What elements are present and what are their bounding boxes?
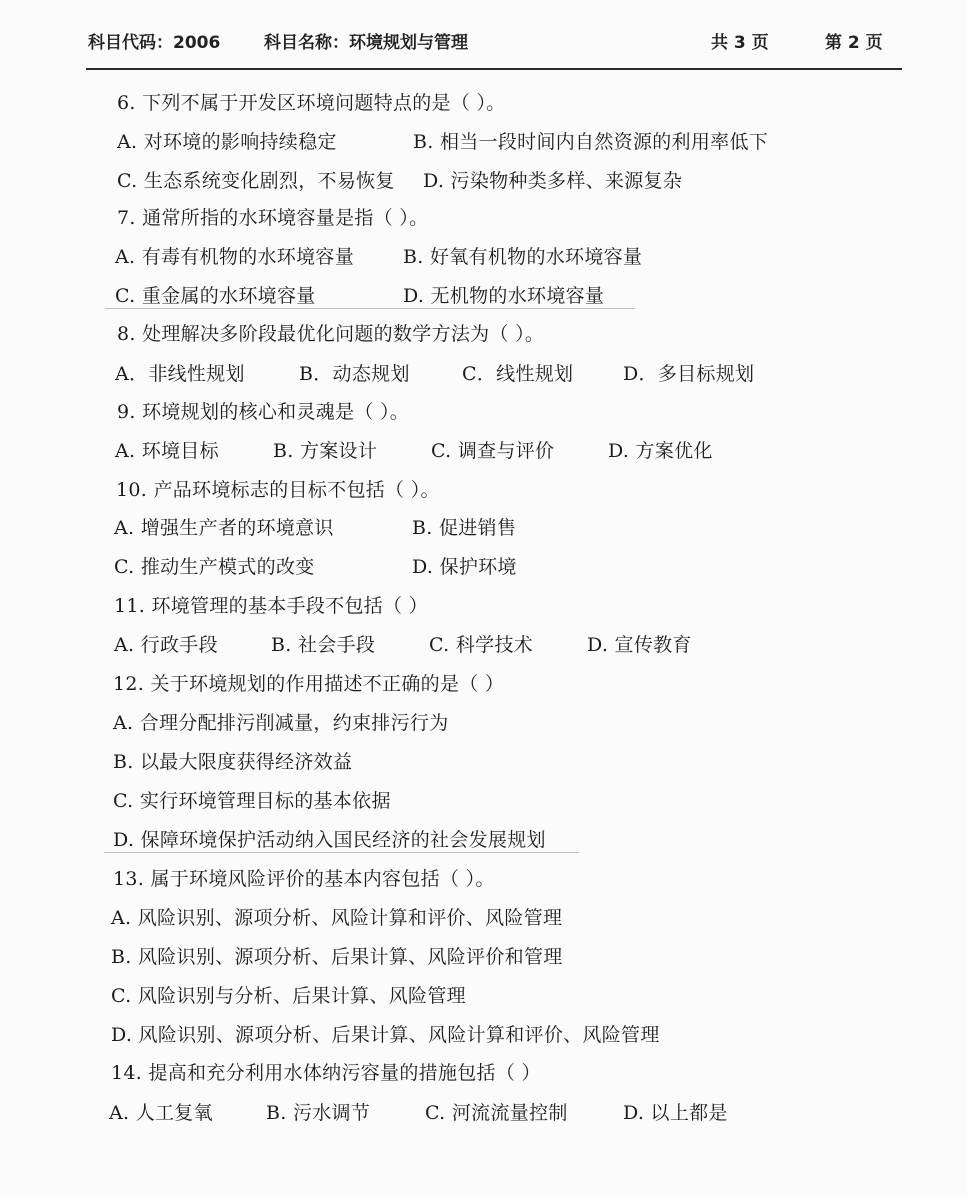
option-b: B. 相当一段时间内自然资源的利用率低下	[413, 131, 769, 153]
question-8-stem: 8. 处理解决多阶段最优化问题的数学方法为（ ）。	[117, 323, 545, 345]
question-9-stem: 9. 环境规划的核心和灵魂是（ ）。	[117, 401, 410, 423]
option-d: D. 以上都是	[623, 1102, 728, 1124]
current-page: 第 2 页	[825, 33, 883, 53]
scan-pencil-mark	[105, 308, 635, 309]
question-7-stem: 7. 通常所指的水环境容量是指（ ）。	[117, 207, 429, 229]
header-divider	[86, 68, 902, 70]
total-pages: 共 3 页	[711, 33, 769, 53]
option-a: A．非线性规划	[115, 363, 245, 385]
option-c: C. 重金属的水环境容量	[115, 285, 316, 307]
question-13-stem: 13. 属于环境风险评价的基本内容包括（ ）。	[113, 868, 495, 890]
option-c: C. 调查与评价	[431, 440, 555, 462]
option-c: C. 科学技术	[429, 634, 534, 656]
question-11-stem: 11. 环境管理的基本手段不包括（ ）	[114, 595, 428, 617]
question-12-option-d: D. 保障环境保护活动纳入国民经济的社会发展规划	[113, 829, 546, 851]
option-b: B. 好氧有机物的水环境容量	[403, 246, 643, 268]
option-c: C．线性规划	[462, 363, 574, 385]
subject-name: 科目名称：环境规划与管理	[264, 33, 468, 53]
option-d: D. 无机物的水环境容量	[403, 285, 605, 307]
question-13-option-d: D. 风险识别、源项分析、后果计算、风险计算和评价、风险管理	[111, 1024, 660, 1046]
option-c: C. 河流流量控制	[425, 1102, 568, 1124]
subject-code: 科目代码：2006	[88, 33, 221, 53]
question-10-stem: 10. 产品环境标志的目标不包括（ ）。	[116, 479, 440, 501]
option-b: B. 促进销售	[412, 517, 517, 539]
option-d: D. 方案优化	[608, 440, 713, 462]
option-a: A. 行政手段	[114, 634, 218, 656]
option-a: A. 人工复氧	[109, 1102, 213, 1124]
option-d: D. 保护环境	[412, 556, 517, 578]
option-a: A. 环境目标	[115, 440, 219, 462]
scan-pencil-mark	[104, 852, 579, 853]
option-b: B. 社会手段	[271, 634, 376, 656]
question-12-option-b: B. 以最大限度获得经济效益	[113, 751, 353, 773]
option-a: A. 增强生产者的环境意识	[114, 517, 334, 539]
option-c: C. 生态系统变化剧烈，不易恢复	[117, 170, 395, 192]
option-a: A. 对环境的影响持续稳定	[117, 131, 337, 153]
question-12-stem: 12. 关于环境规划的作用描述不正确的是（ ）	[113, 673, 505, 695]
question-12-option-c: C. 实行环境管理目标的基本依据	[113, 790, 391, 812]
question-13-option-c: C. 风险识别与分析、后果计算、风险管理	[111, 985, 466, 1007]
question-12-option-a: A. 合理分配排污削减量，约束排污行为	[113, 712, 449, 734]
option-a: A. 有毒有机物的水环境容量	[115, 246, 355, 268]
question-13-option-b: B. 风险识别、源项分析、后果计算、风险评价和管理	[111, 946, 563, 968]
option-b: B. 方案设计	[273, 440, 378, 462]
question-14-stem: 14. 提高和充分利用水体纳污容量的措施包括（ ）	[111, 1062, 541, 1084]
question-13-option-a: A. 风险识别、源项分析、风险计算和评价、风险管理	[111, 907, 563, 929]
question-6-stem: 6. 下列不属于开发区环境问题特点的是（ ）。	[117, 92, 506, 114]
option-d: D. 污染物种类多样、来源复杂	[423, 170, 683, 192]
option-d: D. 宣传教育	[587, 634, 692, 656]
option-b: B. 污水调节	[266, 1102, 371, 1124]
option-d: D．多目标规划	[623, 363, 755, 385]
page-header	[0, 22, 967, 56]
option-b: B．动态规划	[299, 363, 410, 385]
option-c: C. 推动生产模式的改变	[114, 556, 315, 578]
